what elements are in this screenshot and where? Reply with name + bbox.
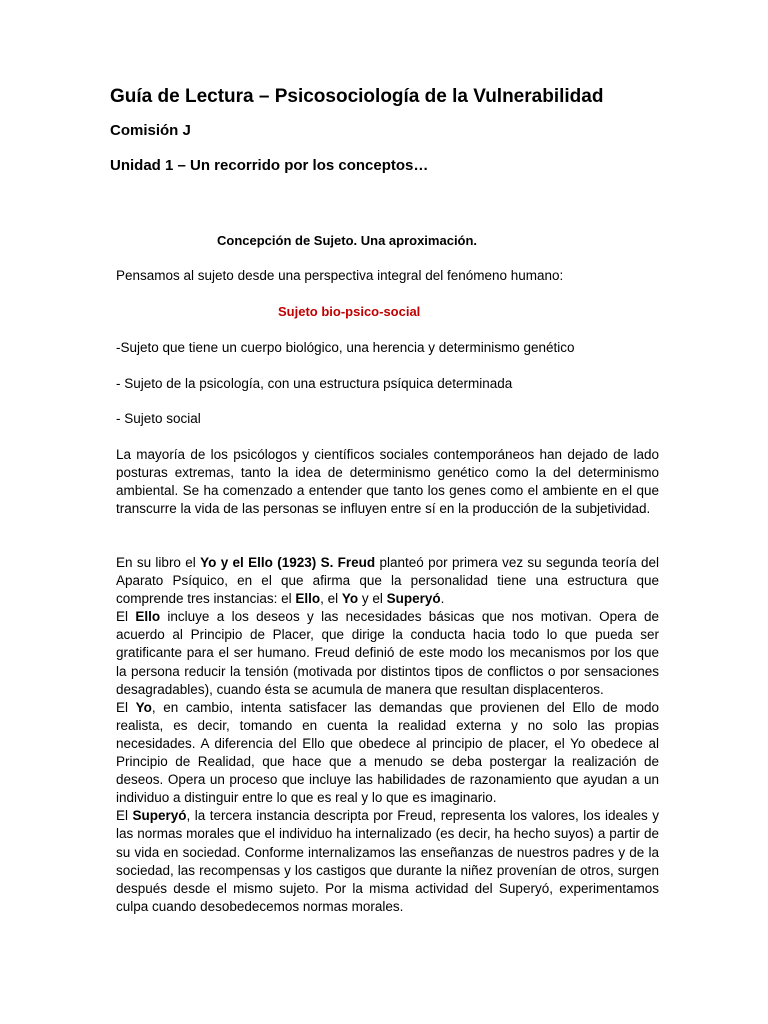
paragraph-freud [116, 554, 659, 608]
bold-span: Yo y el Ello (1923) S. Freud [200, 555, 376, 570]
text-span: En su libro el [116, 555, 201, 570]
list-item: -Sujeto que tiene un cuerpo biológico, una herencia y determinismo genético [116, 340, 575, 355]
list-item: - Sujeto de la psicología, con una estructura psíquica determinada [116, 376, 513, 391]
text-span: El [116, 609, 136, 625]
section-title: Concepción de Sujeto. Una aproximación. [217, 233, 478, 248]
highlight-text: Sujeto bio-psico-social [278, 304, 421, 319]
text-span: incluye a los deseos y las necesidades básicas que nos motivan. Opera de acuerdo al Principio de Placer, que dirige la conducta hacia todo lo que pueda ser gratificante para el ser humano. Freud definió de este modo los mecanismos por los que la persona reducir la tensión (motivada por distintos tipos de conflictos o por sensaciones desagradables), cuando ésta se acumula de manera que resultan displacenteros. [116, 609, 659, 697]
text-span: El [116, 699, 136, 715]
paragraph-yo [116, 699, 659, 808]
unit-heading: Unidad 1 – Un recorrido por los conceptos… [110, 157, 429, 174]
bold-span: Superyó [386, 591, 441, 607]
bold-span: Yo [135, 699, 152, 715]
paragraph-genetics [116, 446, 659, 518]
bold-span: Ello [135, 609, 161, 625]
text-span: . [440, 591, 445, 607]
bold-span: Yo [341, 591, 359, 607]
intro-text: Pensamos al sujeto desde una perspectiva integral del fenómeno humano: [116, 268, 564, 283]
paragraph-superyo [116, 807, 659, 916]
text-span: El [116, 808, 133, 824]
text-span: y el [358, 591, 387, 607]
document-title: Guía de Lectura – Psicosociología de la Vulnerabilidad [110, 86, 604, 107]
bold-span: Superyó [132, 808, 187, 824]
text-span: , en cambio, intenta satisfacer las demandas que provienen del Ello de modo realista, es decir, tomando en cuenta la realidad externa y no solo las propias necesidades. A diferencia del Ello que obedece al principio de placer, el Yo obedece al Principio de Realidad, que hace que a menudo se deba postergar la realización de deseos. Opera un proceso que incluye las habilidades de razonamiento que ayudan a un individuo a distinguir entre lo que es real y lo que es imaginario. [116, 699, 659, 806]
text-span: , el [320, 591, 342, 607]
text-span: planteó por primera vez su segunda teoría del Aparato Psíquico, en el que afirma que la personalidad tiene una estructura que comprende tres instancias: el [116, 555, 659, 607]
freud-section [116, 554, 659, 916]
paragraph-text: La mayoría de los psicólogos y científicos sociales contemporáneos han dejado de lado posturas extremas, tanto la idea de determinismo genético como la del determinismo ambiental. Se ha comenzado a entender que tanto los genes como el ambiente en el que transcurre la vida de las personas se influyen entre sí en la producción de la subjetividad. [116, 447, 659, 517]
paragraph-ello [116, 608, 659, 698]
commission-heading: Comisión J [110, 122, 191, 139]
list-item: - Sujeto social [116, 411, 201, 426]
text-span: , la tercera instancia descripta por Freud, representa los valores, los ideales y las normas morales que el individuo ha internalizado (es decir, ha hecho suyos) a partir de su vida en sociedad. Conforme internalizamos las enseñanzas de nuestros padres y de la sociedad, las recompensas y los castigos que durante la niñez provenían de otros, surgen después desde el mismo sujeto. Por la misma actividad del Superyó, experimentamos culpa cuando desobedecemos normas morales. [116, 808, 659, 914]
bold-span: Ello [295, 591, 321, 607]
